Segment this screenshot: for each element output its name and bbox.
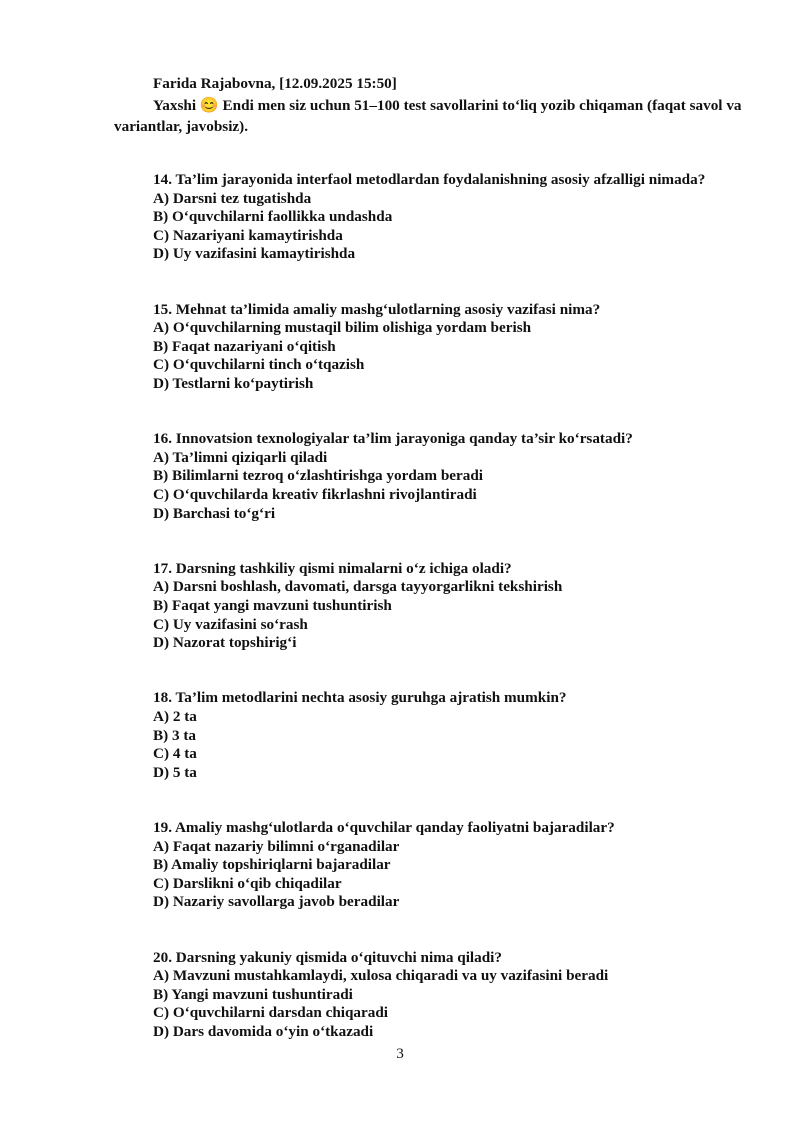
answer-option: A) Mavzuni mustahkamlaydi, xulosa chiqaradi va uy vazifasini beradi [153, 967, 609, 985]
answer-option: A) Darsni tez tugatishda [153, 189, 312, 207]
answer-option: D) Uy vazifasini kamaytirishda [153, 245, 356, 263]
answer-option: D) Nazariy savollarga javob beradilar [153, 893, 400, 911]
answer-option: A) Darsni boshlash, davomati, darsga tayyorgarlikni tekshirish [153, 578, 563, 596]
answer-option: D) Barchasi to‘g‘ri [153, 504, 276, 522]
answer-option: C) O‘quvchilarni darsdan chiqaradi [153, 1004, 389, 1022]
question-list [153, 171, 773, 1078]
question-stem: 14. Ta’lim jarayonida interfaol metodlardan foydalanishning asosiy afzalligi nimada? [153, 171, 706, 188]
answer-option: C) O‘quvchilarda kreativ fikrlashni rivojlantiradi [153, 485, 477, 503]
question-stem: 20. Darsning yakuniy qismida o‘qituvchi nima qiladi? [153, 948, 502, 966]
answer-option: B) Bilimlarni tezroq o‘zlashtirishga yordam beradi [153, 467, 484, 485]
answer-option: A) Faqat nazariy bilimni o‘rganadilar [153, 837, 400, 855]
answer-option: A) 2 ta [153, 707, 197, 725]
answer-option: C) Uy vazifasini so‘rash [153, 615, 308, 633]
answer-option: D) Dars davomida o‘yin o‘tkazadi [153, 1022, 374, 1040]
answer-option: B) Amaliy topshiriqlarni bajaradilar [153, 856, 391, 874]
question-stem: 18. Ta’lim metodlarini nechta asosiy guruhga ajratish mumkin? [153, 689, 567, 707]
question-block [153, 430, 773, 560]
question-block [153, 689, 773, 819]
question-block [153, 301, 773, 431]
message-intro [114, 73, 754, 138]
answer-option: C) Nazariyani kamaytirishda [153, 226, 343, 244]
answer-option: A) Ta’limni qiziqarli qiladi [153, 448, 328, 466]
answer-option: B) Yangi mavzuni tushuntiradi [153, 985, 353, 1003]
intro-message: Yaxshi 😊 Endi men siz uchun 51–100 test savollarini to‘liq yozib chiqaman (faqat savol va variantlar, javobsiz). [114, 96, 742, 135]
answer-option: B) 3 ta [153, 726, 197, 744]
author-timestamp-line: Farida Rajabovna, [12.09.2025 15:50] [153, 75, 397, 92]
question-stem: 19. Amaliy mashg‘ulotlarda o‘quvchilar qanday faoliyatni bajaradilar? [153, 818, 615, 836]
answer-option: C) Darslikni o‘qib chiqadilar [153, 874, 342, 892]
question-stem: 16. Innovatsion texnologiyalar ta’lim jarayoniga qanday ta’sir ko‘rsatadi? [153, 430, 633, 448]
answer-option: D) 5 ta [153, 763, 197, 781]
question-block [153, 171, 773, 301]
answer-option: A) O‘quvchilarning mustaqil bilim olishiga yordam berish [153, 319, 532, 337]
answer-option: C) 4 ta [153, 745, 197, 763]
question-stem: 15. Mehnat ta’limida amaliy mashg‘ulotlarning asosiy vazifasi nima? [153, 300, 601, 318]
answer-option: B) Faqat nazariyani o‘qitish [153, 337, 336, 355]
answer-option: B) Faqat yangi mavzuni tushuntirish [153, 596, 392, 614]
page-number: 3 [396, 1045, 404, 1062]
answer-option: D) Nazorat topshirig‘i [153, 634, 297, 652]
answer-option: B) O‘quvchilarni faollikka undashda [153, 208, 393, 226]
answer-option: D) Testlarni ko‘paytirish [153, 374, 314, 392]
question-block [153, 560, 773, 690]
question-stem: 17. Darsning tashkiliy qismi nimalarni o‘z ichiga oladi? [153, 559, 512, 577]
question-block [153, 819, 773, 949]
answer-option: C) O‘quvchilarni tinch o‘tqazish [153, 356, 365, 374]
